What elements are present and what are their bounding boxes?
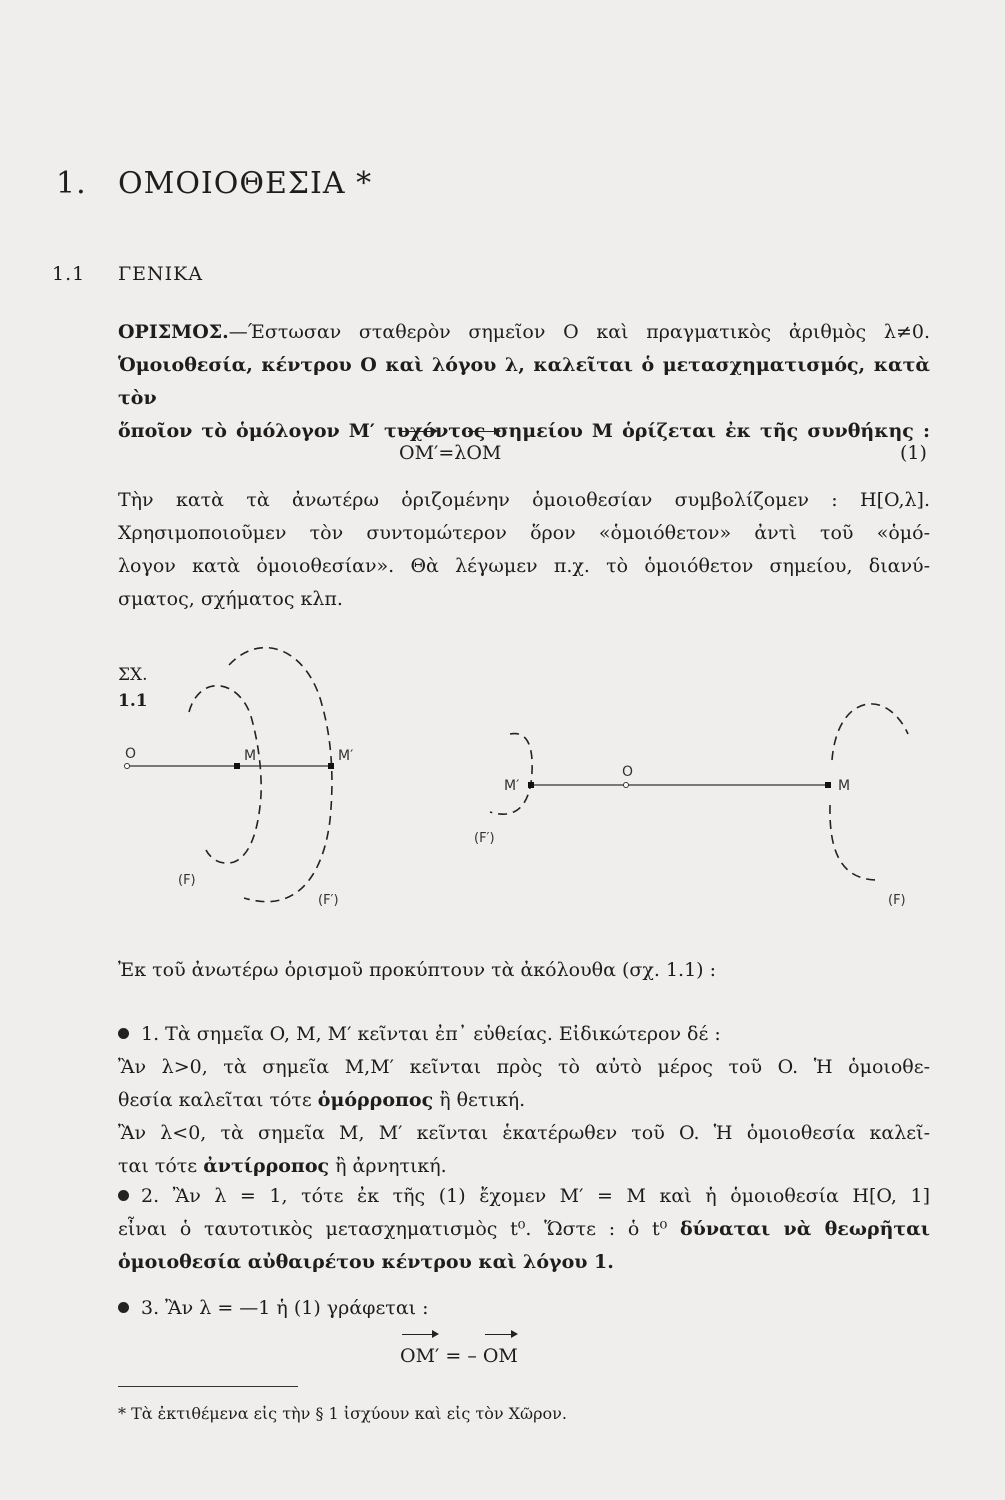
left-curve-f-prime	[229, 648, 332, 902]
left-label-f: (F)	[178, 873, 196, 888]
section-title: ΟΜΟΙΟΘΕΣΙΑ *	[118, 166, 373, 201]
left-label-o: O	[125, 746, 137, 762]
equation-2-eq: = –	[445, 1345, 477, 1367]
figure-number: 1.1	[118, 691, 148, 711]
item-1-line-1-text: 1. Τὰ σημεῖα O, M, M′ κεῖνται ἐπ᾽ εὐθείας. Εἰδικώτερον δέ :	[141, 1023, 721, 1045]
item-1-line-3-pre: θεσία καλεῖται τότε	[118, 1089, 318, 1111]
vector-om-prime-2: OM′	[400, 1340, 439, 1373]
paragraph-1	[118, 484, 930, 616]
item-1-line-1	[118, 1018, 930, 1051]
item-2-line-2-pre: εἶναι ὁ ταυτοτικὸς μετασχηματισμὸς t⁰. Ὥστε : ὁ t⁰	[118, 1218, 680, 1240]
right-point-m-prime	[528, 782, 534, 788]
figure-label: ΣΧ.	[118, 665, 148, 685]
paragraph-1-line-2: Χρησιμοποιοῦμεν τὸν συντομώτερον ὅρον «ὁμοιόθετον» ἀντὶ τοῦ «ὁμό-	[118, 522, 930, 544]
left-label-m-prime: M′	[338, 748, 354, 764]
right-curve-f-prime	[490, 734, 532, 815]
left-curve-f	[189, 686, 261, 863]
left-label-m: M	[244, 748, 257, 764]
paragraph-1-line-1: Τὴν κατὰ τὰ ἀνωτέρω ὁριζομένην ὁμοιοθεσίαν συμβολίζομεν : H[O,λ].	[118, 489, 930, 511]
item-2-line-3: ὁμοιοθεσία αὐθαιρέτου κέντρου καὶ λόγου 1.	[118, 1251, 614, 1273]
vector-om-prime: OM′	[399, 437, 438, 470]
right-label-m: M	[838, 778, 851, 794]
definition-bold-line-1: Ὁμοιοθεσία, κέντρου O καὶ λόγου λ, καλεῖται ὁ μετασχηματισμός, κατὰ τὸν	[118, 354, 930, 409]
left-point-m-prime	[328, 763, 334, 769]
bullet-icon	[118, 1028, 129, 1039]
definition-block	[118, 316, 930, 448]
definition-intro: Έστωσαν σταθερὸν σημεῖον O καὶ πραγματικὸς ἀριθμὸς λ≠0.	[247, 321, 930, 343]
left-point-m	[234, 763, 240, 769]
item-1-line-3-post: ἢ θετική.	[433, 1089, 526, 1111]
equation-1-lambda: λ	[454, 442, 467, 464]
subsection-title: ΓΕΝΙΚΑ	[118, 263, 204, 285]
equation-2	[400, 1340, 518, 1373]
right-curve-f-lower	[830, 805, 878, 880]
item-2-line-2-bold: δύναται νὰ θεωρῆται	[679, 1218, 931, 1240]
item-1-line-5-pre: ται τότε	[118, 1155, 204, 1177]
item-1-line-3	[118, 1084, 930, 1117]
definition-intro-line	[118, 316, 930, 349]
bullet-icon	[118, 1190, 129, 1201]
item-1	[118, 1018, 930, 1183]
equation-1	[399, 437, 501, 470]
item-2-line-1	[118, 1180, 930, 1213]
left-point-o	[125, 764, 130, 769]
right-curve-f-upper	[832, 704, 908, 760]
bullet-icon	[118, 1302, 129, 1313]
paragraph-1-line-4: σματος, σχήματος κλπ.	[118, 588, 343, 610]
term-antirropos: ἀντίρροπος	[203, 1155, 330, 1177]
definition-bold-line-2: ὅποῖον τὸ ὁμόλογον M′ τυχόντος σημείου M ὁρίζεται ἐκ τῆς συνθήκης :	[118, 420, 930, 442]
item-3-line-1: 3. Ἂν λ = —1 ἡ (1) γράφεται :	[141, 1297, 429, 1319]
item-3	[118, 1292, 429, 1325]
vector-om-2: OM	[483, 1340, 518, 1373]
term-homorropos: ὁμόρροπος	[317, 1089, 434, 1111]
footnote: * Τὰ ἐκτιθέμενα εἰς τὴν § 1 ἰσχύουν καὶ εἰς τὸν Χῶρον.	[118, 1404, 567, 1423]
footnote-rule	[118, 1386, 298, 1387]
paragraph-1-line-3: λογον κατὰ ὁμοιοθεσίαν». Θὰ λέγωμεν π.χ. τὸ ὁμοιόθετον σημείου, διανύ-	[118, 555, 930, 577]
item-1-line-2: Ἂν λ>0, τὰ σημεῖα M,M′ κεῖνται πρὸς τὸ αὐτὸ μέρος τοῦ O. Ἡ ὁμοιοθε-	[118, 1056, 930, 1078]
consequences-intro: Ἐκ τοῦ ἀνωτέρω ὁρισμοῦ προκύπτουν τὰ ἀκόλουθα (σχ. 1.1) :	[118, 959, 717, 981]
item-1-line-5-post: ἢ ἀρνητική.	[329, 1155, 447, 1177]
left-label-f-prime: (F′)	[318, 893, 339, 908]
right-point-o	[624, 783, 629, 788]
equation-1-eq: =	[438, 442, 455, 464]
right-label-f: (F)	[888, 893, 906, 908]
equation-1-number: (1)	[900, 442, 927, 464]
subsection-number: 1.1	[52, 263, 86, 285]
item-1-line-5	[118, 1150, 930, 1183]
item-1-line-4: Ἂν λ<0, τὰ σημεῖα M, M′ κεῖνται ἑκατέρωθεν τοῦ O. Ἡ ὁμοιοθεσία καλεῖ-	[118, 1122, 930, 1144]
vector-om: OM	[466, 437, 501, 470]
right-label-m-prime: M′	[504, 778, 520, 794]
section-number: 1.	[56, 166, 87, 201]
item-2	[118, 1180, 930, 1279]
figure-homothety	[0, 630, 1005, 930]
item-2-line-1-text: 2. Ἂν λ = 1, τότε ἐκ τῆς (1) ἔχομεν M′ = M καὶ ἡ ὁμοιοθεσία H[O, 1]	[141, 1185, 930, 1207]
right-label-f-prime: (F′)	[474, 831, 495, 846]
right-point-m	[825, 782, 831, 788]
right-label-o: O	[622, 764, 634, 780]
definition-label: ΟΡΙΣΜΟΣ.	[118, 321, 229, 343]
definition-dash: —	[228, 321, 248, 343]
item-2-line-2	[118, 1213, 930, 1246]
